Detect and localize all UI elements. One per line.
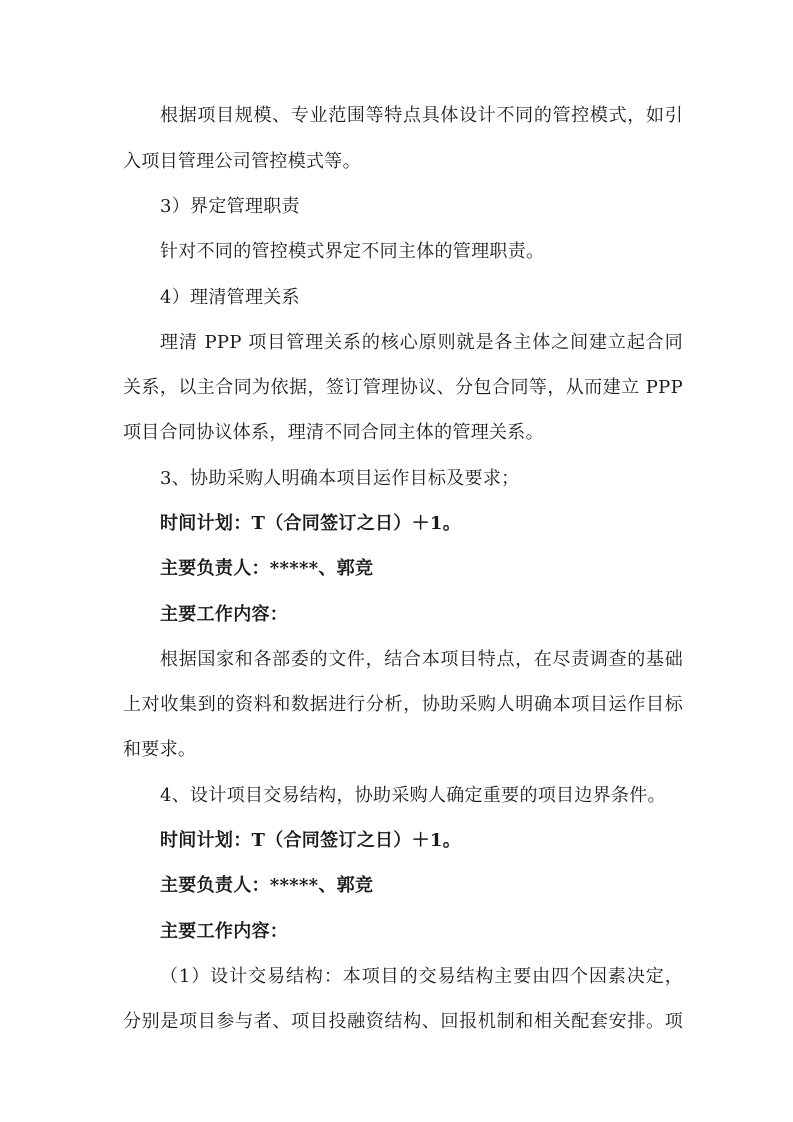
paragraph-line: 关系，以主合同为依据，签订管理协议、分包合同等，从而建立 PPP: [123, 377, 683, 398]
responsible-person: 主要负责人：*****、郭竞: [160, 875, 374, 896]
paragraph-line: （1）设计交易结构：本项目的交易结构主要由四个因素决定，: [160, 966, 683, 987]
section-heading: 3）界定管理职责: [160, 196, 300, 217]
paragraph-line: 和要求。: [123, 739, 197, 760]
section-heading: 4、设计项目交易结构，协助采购人确定重要的项目边界条件。: [160, 785, 666, 806]
time-plan: 时间计划：T（合同签订之日）＋1。: [160, 513, 462, 534]
paragraph-line: 上对收集到的资料和数据进行分析，协助采购人明确本项目运作目标: [123, 694, 683, 715]
paragraph-line: 分别是项目参与者、项目投融资结构、回报机制和相关配套安排。项: [123, 1011, 683, 1032]
paragraph-line: 入项目管理公司管控模式等。: [123, 151, 361, 172]
paragraph-line: 针对不同的管控模式界定不同主体的管理职责。: [160, 241, 545, 262]
work-content-label: 主要工作内容：: [160, 604, 289, 625]
section-heading: 3、协助采购人明确本项目运作目标及要求；: [160, 468, 520, 489]
time-plan: 时间计划：T（合同签订之日）＋1。: [160, 830, 462, 851]
section-heading: 4）理清管理关系: [160, 287, 300, 308]
responsible-person: 主要负责人：*****、郭竞: [160, 558, 374, 579]
paragraph-line: 根据国家和各部委的文件，结合本项目特点，在尽责调查的基础: [160, 649, 683, 670]
paragraph-line: 根据项目规模、专业范围等特点具体设计不同的管控模式，如引: [160, 105, 683, 126]
paragraph-line: 理清 PPP 项目管理关系的核心原则就是各主体之间建立起合同: [160, 332, 683, 353]
work-content-label: 主要工作内容：: [160, 921, 289, 942]
paragraph-line: 项目合同协议体系，理清不同合同主体的管理关系。: [123, 422, 544, 443]
